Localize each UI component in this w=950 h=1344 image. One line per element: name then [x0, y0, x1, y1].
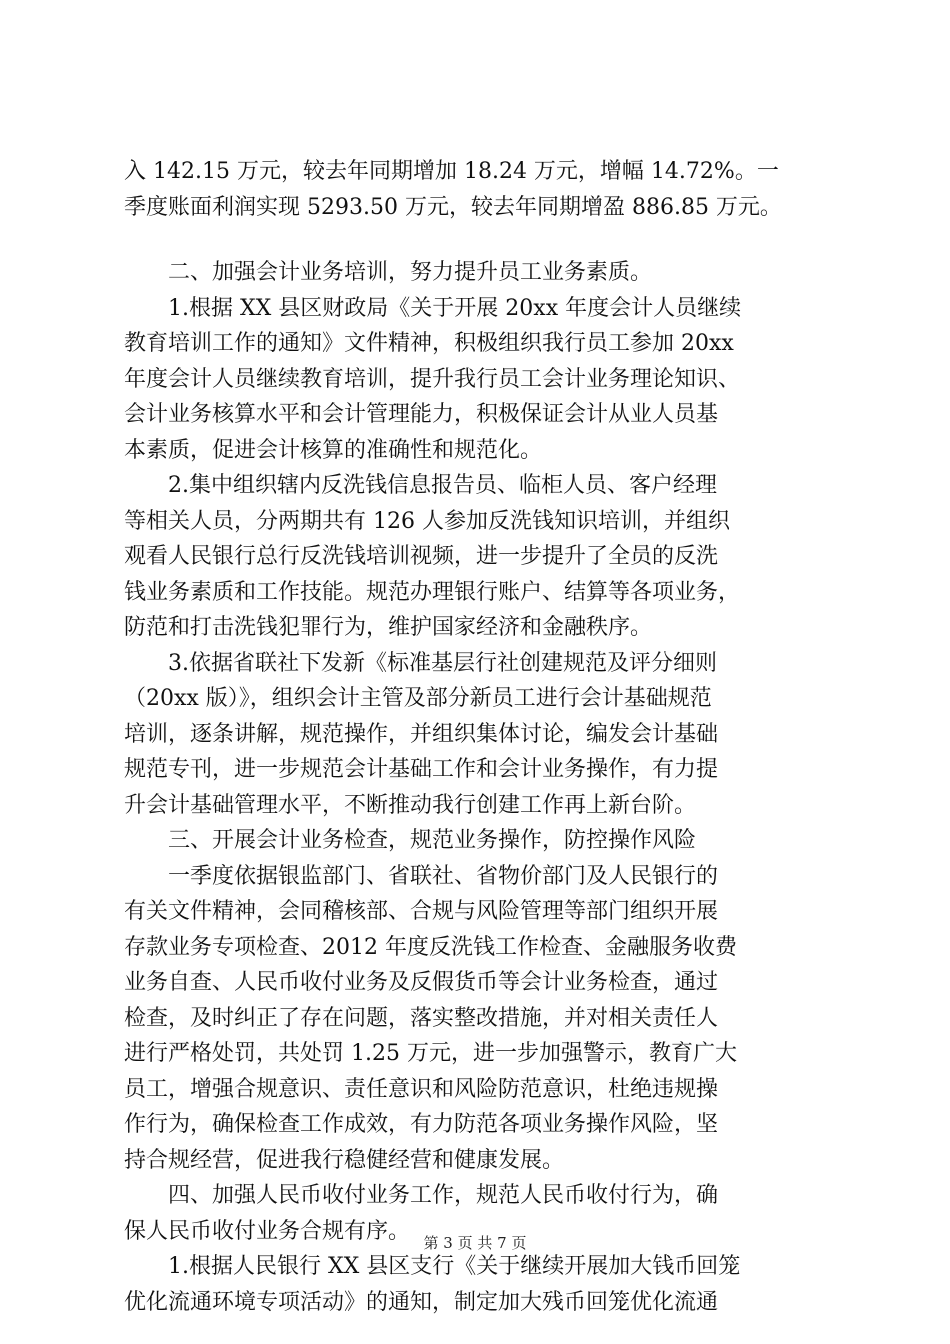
text-line: 作行为，确保检查工作成效，有力防范各项业务操作风险，坚	[124, 1112, 719, 1137]
text-line: 季度账面利润实现 5293.50 万元，较去年同期增盈 886.85 万元。	[124, 194, 782, 220]
text-line: （20xx 版）》，组织会计主管及部分新员工进行会计基础规范	[124, 686, 712, 711]
text-line: 本素质，促进会计核算的准确性和规范化。	[124, 437, 543, 463]
text-line: 一季度依据银监部门、省联社、省物价部门及人民银行的	[124, 863, 719, 889]
text-line: 观看人民银行总行反洗钱培训视频，进一步提升了全员的反洗	[124, 544, 719, 569]
text-line: 1.根据 XX 县区财政局《关于开展 20xx 年度会计人员继续	[124, 295, 742, 321]
text-line: 保人民币收付业务合规有序。	[124, 1218, 411, 1244]
text-line: 2.集中组织辖内反洗钱信息报告员、临柜人员、客户经理	[124, 473, 717, 498]
text-line: 优化流通环境专项活动》的通知，制定加大残币回笼优化流通	[124, 1289, 719, 1315]
text-line: 业务自查、人民币收付业务及反假货币等会计业务检查，通过	[124, 970, 719, 995]
text-line: 防范和打击洗钱犯罪行为，维护国家经济和金融秩序。	[124, 615, 653, 640]
text-line: 3.依据省联社下发新《标准基层行社创建规范及评分细则	[124, 650, 717, 676]
document-body	[124, 154, 844, 1320]
text-line: 入 142.15 万元，较去年同期增加 18.24 万元，增幅 14.72%。一	[124, 159, 779, 184]
text-line: 存款业务专项检查、2012 年度反洗钱工作检查、金融服务收费	[124, 934, 737, 960]
text-line: 升会计基础管理水平，不断推动我行创建工作再上新台阶。	[124, 792, 697, 818]
text-line: 员工，增强合规意识、责任意识和风险防范意识，杜绝违规操	[124, 1076, 719, 1102]
paragraph-income-summary	[124, 154, 844, 225]
text-line: 教育培训工作的通知》文件精神，积极组织我行员工参加 20xx	[124, 331, 734, 356]
text-line: 会计业务核算水平和会计管理能力，积极保证会计从业人员基	[124, 402, 719, 427]
text-line: 年度会计人员继续教育培训，提升我行员工会计业务理论知识、	[124, 366, 741, 392]
text-line: 有关文件精神，会同稽核部、合规与风险管理等部门组织开展	[124, 899, 719, 924]
text-line: 进行严格处罚，共处罚 1.25 万元，进一步加强警示，教育广大	[124, 1041, 737, 1066]
text-line: 二、加强会计业务培训，努力提升员工业务素质。	[124, 260, 653, 285]
text-line: 培训，逐条讲解，规范操作，并组织集体讨论，编发会计基础	[124, 721, 719, 747]
text-line: 等相关人员，分两期共有 126 人参加反洗钱知识培训，并组织	[124, 508, 730, 534]
text-line: 钱业务素质和工作技能。规范办理银行账户、结算等各项业务，	[124, 579, 741, 605]
text-line: 检查，及时纠正了存在问题，落实整改措施，并对相关责任人	[124, 1005, 719, 1031]
body-text-block	[124, 255, 844, 1320]
text-line: 三、开展会计业务检查，规范业务操作，防控操作风险	[124, 828, 697, 853]
text-line: 规范专刊，进一步规范会计基础工作和会计业务操作，有力提	[124, 757, 719, 782]
paragraph-gap	[124, 225, 844, 255]
text-line: 四、加强人民币收付业务工作，规范人民币收付行为，确	[124, 1183, 719, 1208]
text-line: 1.根据人民银行 XX 县区支行《关于继续开展加大钱币回笼	[124, 1254, 741, 1279]
page-footer: 第 3 页 共 7 页	[423, 1234, 527, 1252]
text-line: 持合规经营，促进我行稳健经营和健康发展。	[124, 1147, 565, 1173]
